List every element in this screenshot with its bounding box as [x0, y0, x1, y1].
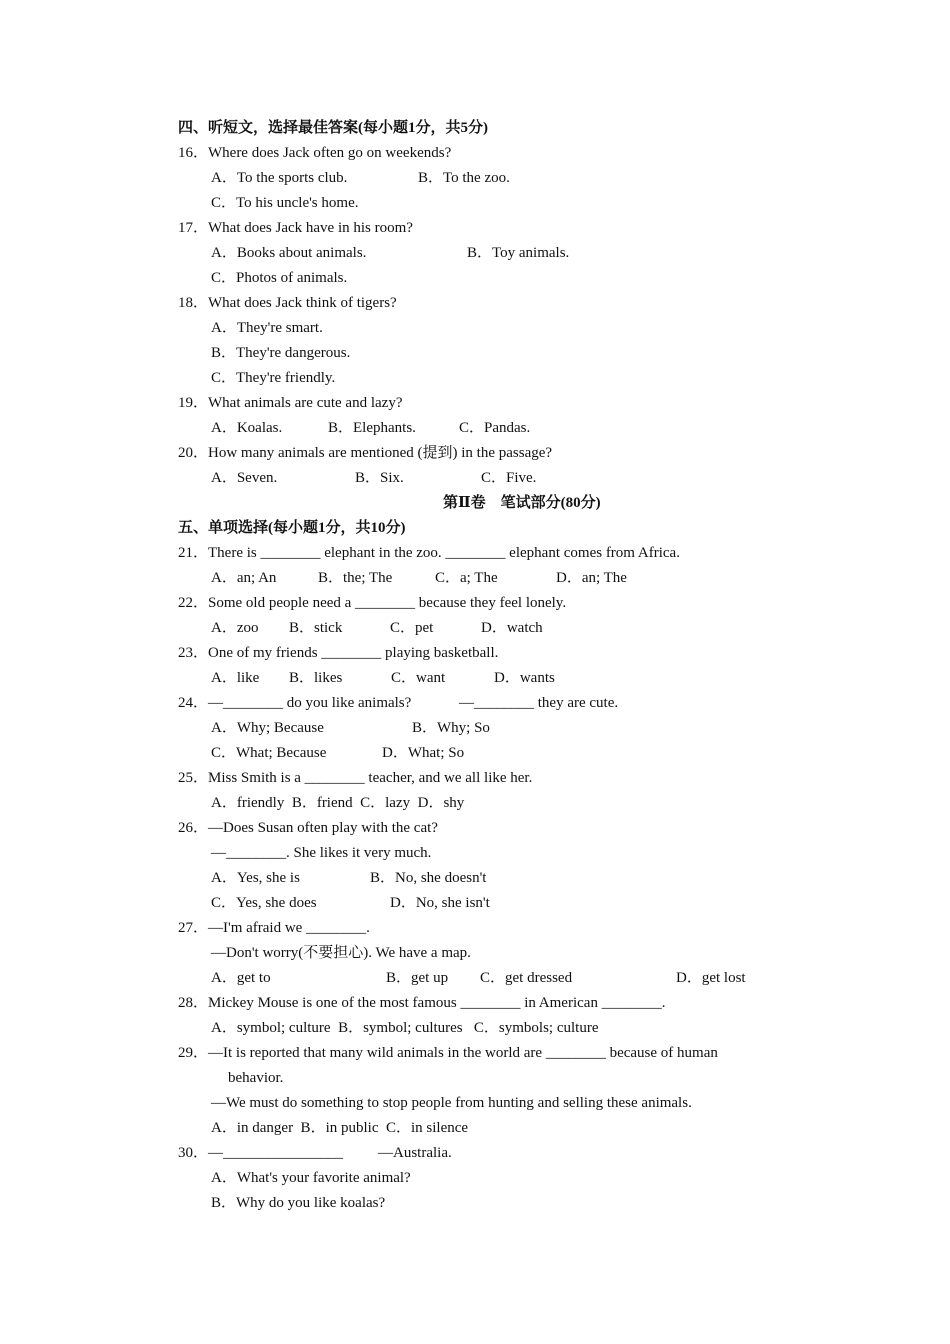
question-17-option-a: A．Books about animals. — [211, 245, 367, 261]
question-18-option-c: C．They're friendly. — [211, 370, 336, 386]
question-27-stem: 27．—I'm afraid we ________. — [178, 920, 370, 936]
question-28-options: A．symbol; culture B．symbol; cultures C．symbols; culture — [211, 1020, 599, 1036]
question-24-option-b: B．Why; So — [412, 720, 490, 736]
question-21-option-b: B．the; The — [318, 570, 393, 586]
question-30-option-b: B．Why do you like koalas? — [211, 1195, 386, 1211]
question-22-stem: 22．Some old people need a ________ because they feel lonely. — [178, 595, 567, 611]
question-26-option-a: A．Yes, she is — [211, 870, 300, 886]
question-23-stem: 23．One of my friends ________ playing basketball. — [178, 645, 499, 661]
question-29-line3: —We must do something to stop people from hunting and selling these animals. — [211, 1095, 692, 1111]
question-21-stem: 21．There is ________ elephant in the zoo. ________ elephant comes from Africa. — [178, 545, 680, 561]
question-20-option-b: B．Six. — [355, 470, 404, 486]
question-29-line2: behavior. — [228, 1070, 284, 1086]
part2-title: 第Ⅱ卷 笔试部分(80分) — [443, 495, 601, 511]
question-30-stem-a: 30．—________________ — [178, 1145, 344, 1161]
question-20-option-c: C．Five. — [481, 470, 537, 486]
question-16-option-b: B．To the zoo. — [418, 170, 510, 186]
question-24-option-c: C．What; Because — [211, 745, 327, 761]
question-26-option-b: B．No, she doesn't — [370, 870, 487, 886]
question-18-option-a: A．They're smart. — [211, 320, 323, 336]
question-22-option-a: A．zoo — [211, 620, 259, 636]
question-16-option-a: A．To the sports club. — [211, 170, 348, 186]
question-19-option-c: C．Pandas. — [459, 420, 531, 436]
question-16-option-c: C．To his uncle's home. — [211, 195, 359, 211]
question-24-option-a: A．Why; Because — [211, 720, 324, 736]
question-24-option-d: D．What; So — [382, 745, 465, 761]
question-27-line2: —Don't worry(不要担心). We have a map. — [211, 945, 471, 961]
section5-title: 五、单项选择(每小题1分，共10分) — [178, 520, 406, 536]
question-24-stem-b: —________ they are cute. — [459, 695, 619, 711]
question-17-option-c: C．Photos of animals. — [211, 270, 348, 286]
question-29-options: A．in danger B．in public C．in silence — [211, 1120, 469, 1136]
question-18-stem: 18．What does Jack think of tigers? — [178, 295, 397, 311]
question-17-stem: 17．What does Jack have in his room? — [178, 220, 413, 236]
question-27-option-d: D．get lost — [676, 970, 746, 986]
question-27-option-a: A．get to — [211, 970, 271, 986]
question-21-option-a: A．an; An — [211, 570, 277, 586]
question-26-line2: —________. She likes it very much. — [211, 845, 432, 861]
question-25-options: A．friendly B．friend C．lazy D．shy — [211, 795, 465, 811]
question-24-stem-a: 24．—________ do you like animals? — [178, 695, 412, 711]
question-23-option-c: C．want — [391, 670, 446, 686]
question-30-stem-b: —Australia. — [378, 1145, 452, 1161]
question-16-stem: 16．Where does Jack often go on weekends? — [178, 145, 452, 161]
question-19-option-b: B．Elephants. — [328, 420, 416, 436]
question-26-option-d: D．No, she isn't — [390, 895, 490, 911]
section4-title: 四、听短文，选择最佳答案(每小题1分，共5分) — [178, 120, 488, 136]
question-19-stem: 19．What animals are cute and lazy? — [178, 395, 403, 411]
question-23-option-a: A．like — [211, 670, 260, 686]
question-23-option-b: B．likes — [289, 670, 343, 686]
question-28-stem: 28．Mickey Mouse is one of the most famous ________ in American ________. — [178, 995, 666, 1011]
question-26-option-c: C．Yes, she does — [211, 895, 317, 911]
question-27-option-c: C．get dressed — [480, 970, 573, 986]
question-19-option-a: A．Koalas. — [211, 420, 283, 436]
question-22-option-b: B．stick — [289, 620, 343, 636]
question-17-option-b: B．Toy animals. — [467, 245, 570, 261]
question-22-option-d: D．watch — [481, 620, 543, 636]
question-29-stem: 29．—It is reported that many wild animals in the world are ________ because of human — [178, 1045, 718, 1061]
question-30-option-a: A．What's your favorite animal? — [211, 1170, 411, 1186]
question-20-stem: 20．How many animals are mentioned (提到) in the passage? — [178, 445, 553, 461]
question-22-option-c: C．pet — [390, 620, 434, 636]
question-25-stem: 25．Miss Smith is a ________ teacher, and we all like her. — [178, 770, 533, 786]
question-27-option-b: B．get up — [386, 970, 449, 986]
question-26-stem: 26．—Does Susan often play with the cat? — [178, 820, 438, 836]
question-20-option-a: A．Seven. — [211, 470, 278, 486]
question-21-option-d: D．an; The — [556, 570, 627, 586]
question-21-option-c: C．a; The — [435, 570, 498, 586]
question-23-option-d: D．wants — [494, 670, 555, 686]
question-18-option-b: B．They're dangerous. — [211, 345, 351, 361]
